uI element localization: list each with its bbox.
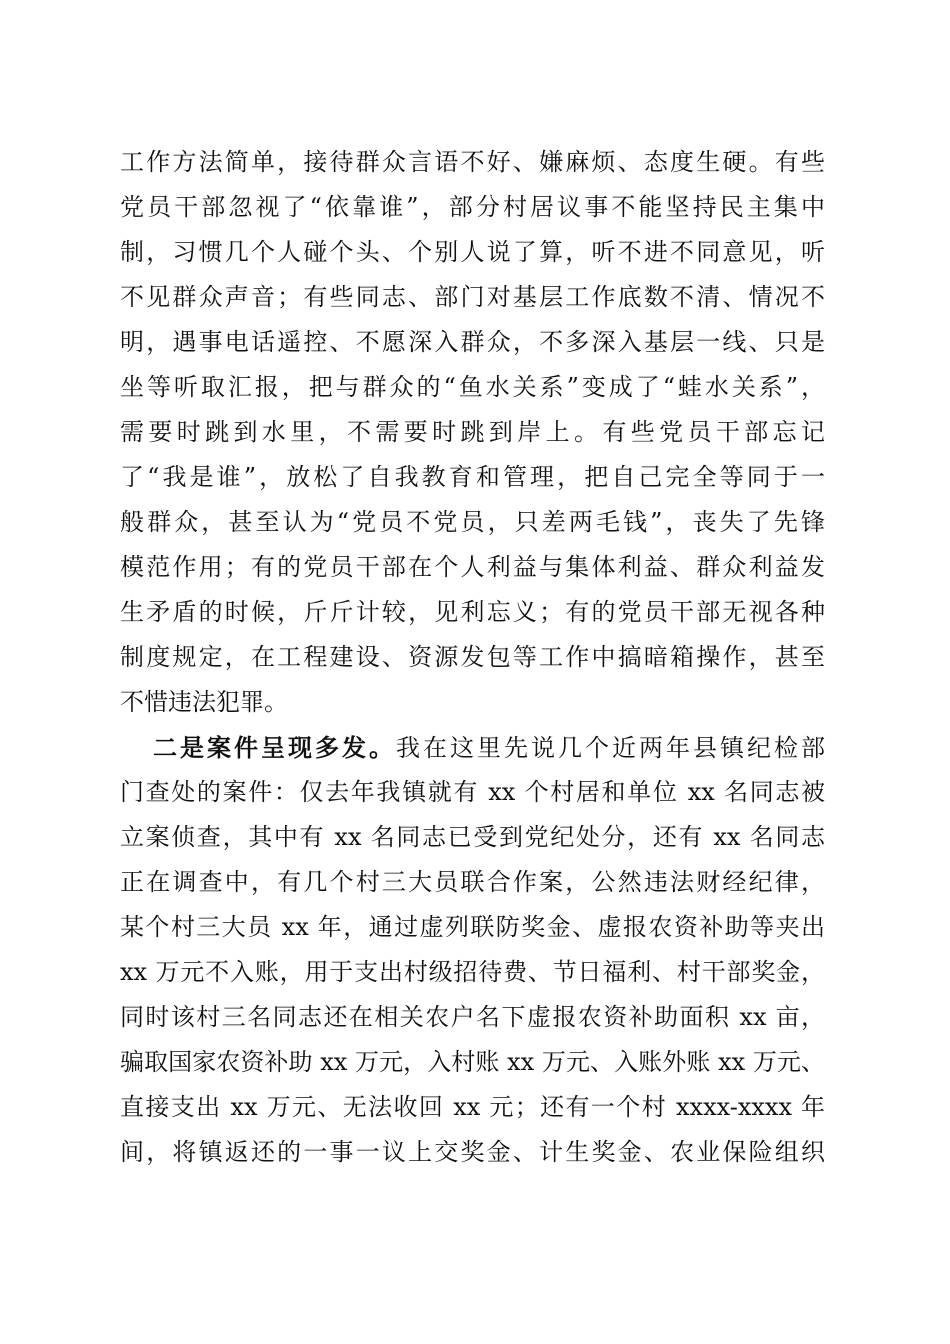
text-line: 需要时跳到水里，不需要时跳到岸上。有些党员干部忘记 <box>120 418 825 446</box>
text-line: 制度规定，在工程建设、资源发包等工作中搞暗箱操作，甚至 <box>120 643 825 671</box>
text-span: 我在这里先说几个近两年县镇纪检部 <box>396 734 825 762</box>
text-line: 生矛盾的时候，斤斤计较，见利忘义；有的党员干部无视各种 <box>120 598 825 626</box>
text-line: 工作方法简单，接待群众言语不好、嫌麻烦、态度生硬。有些 <box>120 148 825 176</box>
text-line: 立案侦查，其中有 xx 名同志已受到党纪处分，还有 xx 名同志 <box>120 823 825 851</box>
text-line: 般群众，甚至认为“党员不党员，只差两毛钱”，丧失了先锋 <box>120 508 825 536</box>
text-line: 坐等听取汇报，把与群众的“鱼水关系”变成了“蛙水关系”， <box>120 373 825 401</box>
text-line: 骗取国家农资补助 xx 万元，入村账 xx 万元、入账外账 xx 万元、 <box>120 1048 825 1076</box>
text-line: 直接支出 xx 万元、无法收回 xx 元；还有一个村 xxxx-xxxx 年 <box>120 1093 825 1121</box>
text-line: 某个村三大员 xx 年，通过虚列联防奖金、虚报农资补助等夹出 <box>120 913 825 941</box>
paragraph-heading: 二是案件呈现多发。 <box>153 733 396 762</box>
text-line: 不惜违法犯罪。 <box>120 688 288 716</box>
text-line: 制，习惯几个人碰个头、个别人说了算，听不进不同意见，听 <box>120 238 825 266</box>
text-line: 间，将镇返还的一事一议上交奖金、计生奖金、农业保险组织 <box>120 1138 825 1166</box>
text-line: 明，遇事电话遥控、不愿深入群众，不多深入基层一线、只是 <box>120 328 825 356</box>
text-line: 模范作用；有的党员干部在个人利益与集体利益、群众利益发 <box>120 553 825 581</box>
text-line: 不见群众声音；有些同志、部门对基层工作底数不清、情况不 <box>120 283 825 311</box>
paragraph-first-line <box>153 725 825 770</box>
text-line: 了“我是谁”，放松了自我教育和管理，把自己完全等同于一 <box>120 463 825 491</box>
text-line: xx 万元不入账，用于支出村级招待费、节日福利、村干部奖金， <box>120 958 825 986</box>
text-line: 门查处的案件：仅去年我镇就有 xx 个村居和单位 xx 名同志被 <box>120 778 825 806</box>
text-line: 党员干部忽视了“依靠谁”，部分村居议事不能坚持民主集中 <box>120 193 825 221</box>
text-line: 同时该村三名同志还在相关农户名下虚报农资补助面积 xx 亩， <box>120 1003 825 1031</box>
text-line: 正在调查中，有几个村三大员联合作案，公然违法财经纪律， <box>120 868 825 896</box>
